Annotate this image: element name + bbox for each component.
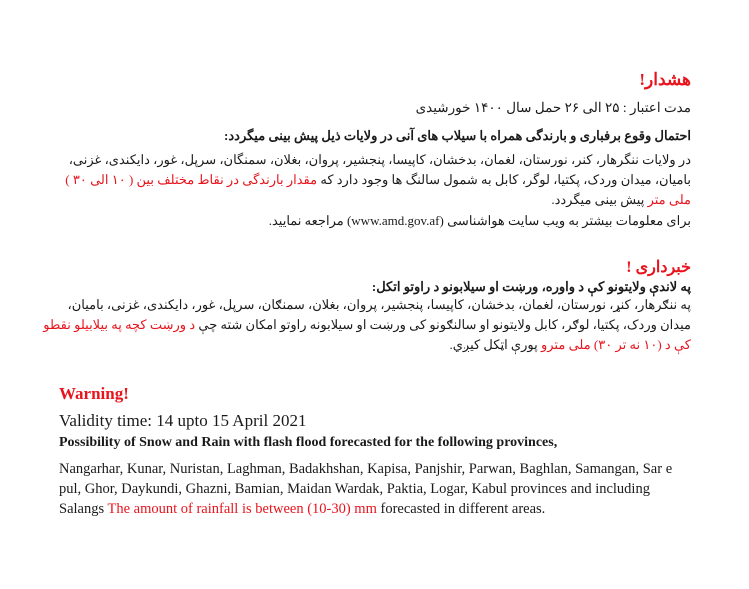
dari-headline: احتمال وقوع برفباری و بارندگی همراه با سیلاب های آنی در ولایات ذیل پیش بینی میگردد: [224,128,691,143]
english-body-paragraph [59,459,689,519]
pashto-body-rainfall-amount: د ورښت کچه په بیلابیلو نقطو کې د (۱۰ نه تر ۳۰) ملی مترو [43,317,691,352]
pashto-headline: په لاندې ولایتونو کې د واوره، ورښت او سیلابونو د راوتو اتکل: [371,279,691,294]
dari-more-info: برای معلومات بیشتر به ویب سایت هواشناسی (www.amd.gov.af) مراجعه نمایید. [268,213,691,228]
english-validity-text: Validity time: 14 upto 15 April 2021 [59,411,307,430]
english-body-provinces: Nangarhar, Kunar, Nuristan, Laghman, Badakhshan, Kapisa, Panjshir, Parwan, Baghlan, Samangan, Sar e pul, Ghor, Daykundi, Ghazni, Bamian, Maidan Wardak, Paktia, Logar, Kabul provinces and including Salangs [59,461,673,517]
pashto-body-forecast: پورې اټکل کیږي. [449,337,538,352]
english-body-forecast: forecasted in different areas. [380,501,546,517]
dari-body-rainfall-amount: مقدار بارندگی در نقاط مختلف بین ( ۱۰ الی ۳۰ ) ملی متر [65,172,691,207]
english-warning-title: Warning! [59,384,129,403]
pashto-body-provinces: په ننګرهار، کنړ، نورستان، لغمان، بدخشان، کاپیسا، پنجشیر، پروان، بغلان، سمنګان، سرپل، غور، دایکندی، غزنی، بامیان، میدان وردک، پکتیا، لوګر، کابل ولایتونو او سالنګونو کی ورښت او سیلابونه راوتو امکان شته چې [67,297,691,332]
dari-body-paragraph [40,150,691,210]
dari-body-provinces: در ولایات ننگرهار، کنر، نورستان، لغمان، بدخشان، کاپیسا، پنجشیر، پروان، بغلان، سمنگان، سرپل، غور، دایکندی، غزنی، بامیان، میدان وردک، پکتیا، لوگر، کابل به شمول سالنگ ها وجود دارد که [68,152,691,187]
pashto-body-paragraph [40,295,691,355]
pashto-warning-title: خبرداری ! [626,259,691,276]
dari-validity-text: مدت اعتبار : ۲۵ الی ۲۶ حمل سال ۱۴۰۰ خورشیدی [415,100,691,115]
dari-body-forecast: پیش بینی میگردد. [551,192,645,207]
english-body-rainfall-amount: The amount of rainfall is between (10-30) mm [107,501,377,517]
dari-warning-title: هشدار! [639,70,691,89]
english-headline: Possibility of Snow and Rain with flash flood forecasted for the following provinces, [59,435,558,450]
